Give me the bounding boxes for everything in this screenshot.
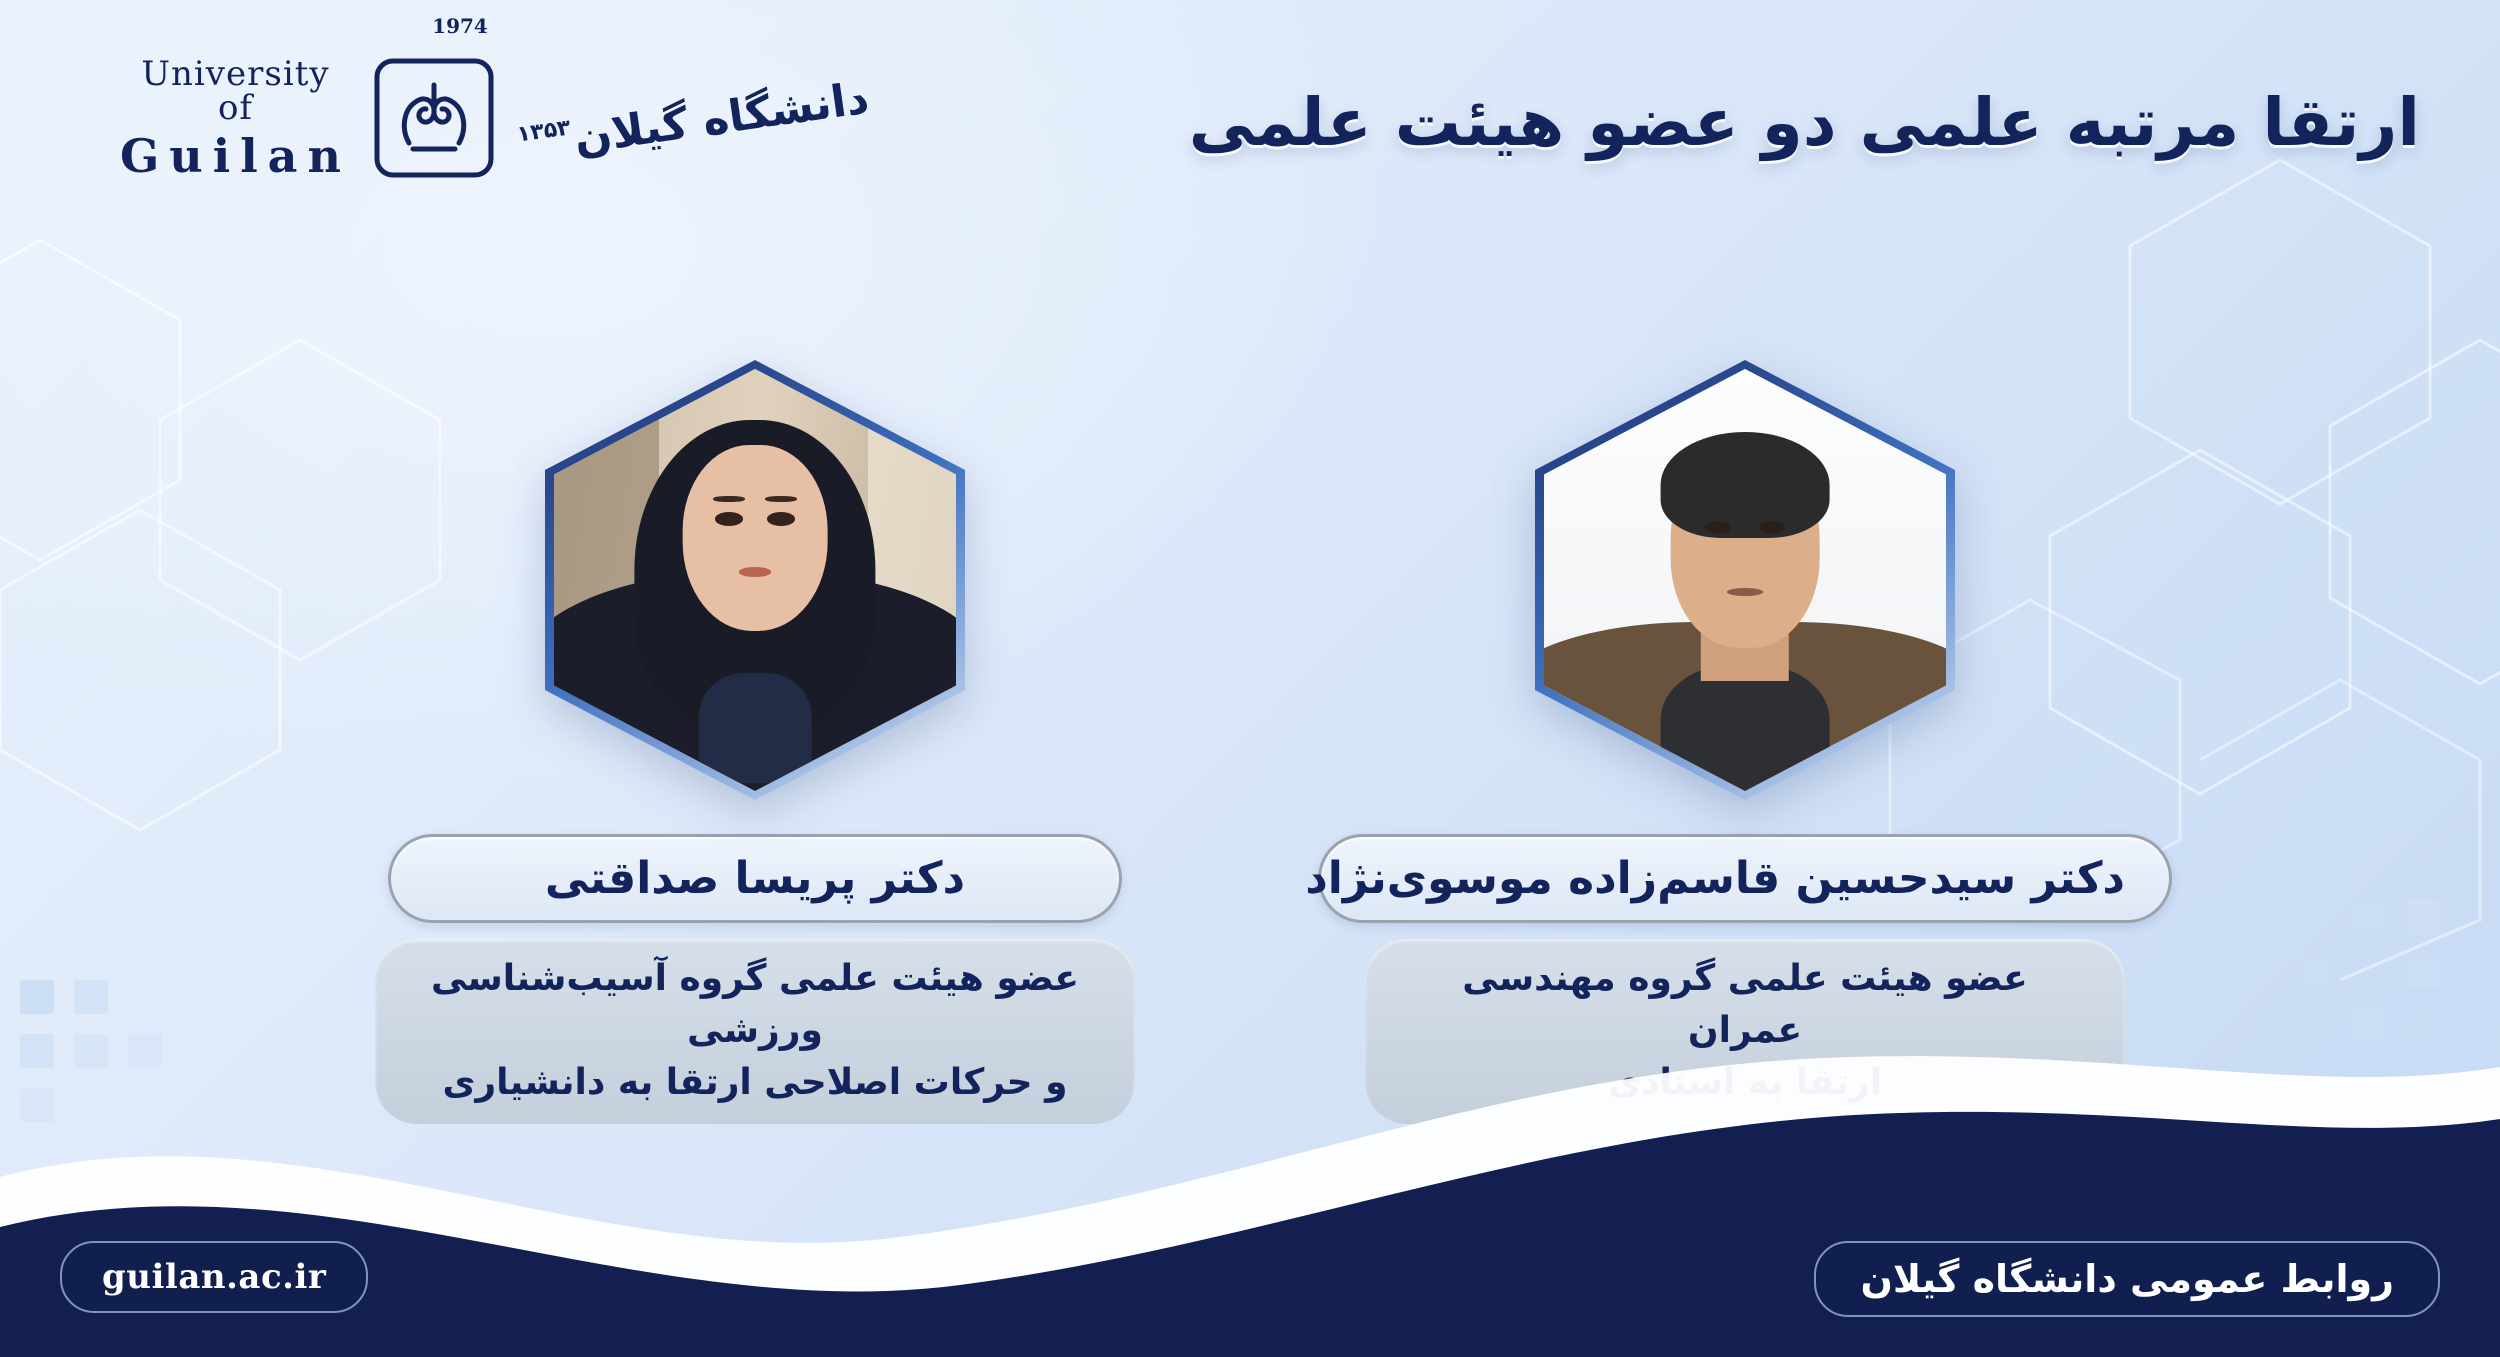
logo-en-line1: University of bbox=[141, 54, 330, 128]
logo-year-en: 1974 bbox=[432, 14, 488, 38]
logo-en-line2: Guilan bbox=[120, 129, 351, 183]
portrait-photo-male bbox=[1535, 360, 1955, 800]
page-title: ارتقا مرتبه علمی دو عضو هیئت علمی bbox=[1188, 84, 2420, 162]
website-badge[interactable]: guilan.ac.ir bbox=[60, 1241, 368, 1313]
faculty-role-line1: عضو هیئت علمی گروه آسیب‌شناسی ورزشی bbox=[430, 958, 1080, 1052]
faculty-role-line1: عضو هیئت علمی گروه مهندسی عمران bbox=[1462, 958, 2028, 1052]
logo-persian-name: دانشگاه گیلان bbox=[570, 72, 872, 164]
faculty-role-line2: و حرکات اصلاحی ارتقا به دانشیاری bbox=[442, 1062, 1068, 1104]
faculty-name: دکتر پریسا صداقتی bbox=[388, 834, 1122, 923]
faculty-members-list bbox=[0, 360, 2500, 1124]
logo-year-fa: ۱۳۵۳ bbox=[515, 114, 573, 148]
faculty-card bbox=[375, 360, 1135, 1124]
public-relations-badge: روابط عمومی دانشگاه گیلان bbox=[1814, 1241, 2440, 1317]
faculty-name: دکتر سیدحسین قاسم‌زاده موسوی‌نژاد bbox=[1318, 834, 2172, 923]
faculty-card bbox=[1305, 360, 2125, 1124]
portrait-photo-female bbox=[545, 360, 965, 800]
